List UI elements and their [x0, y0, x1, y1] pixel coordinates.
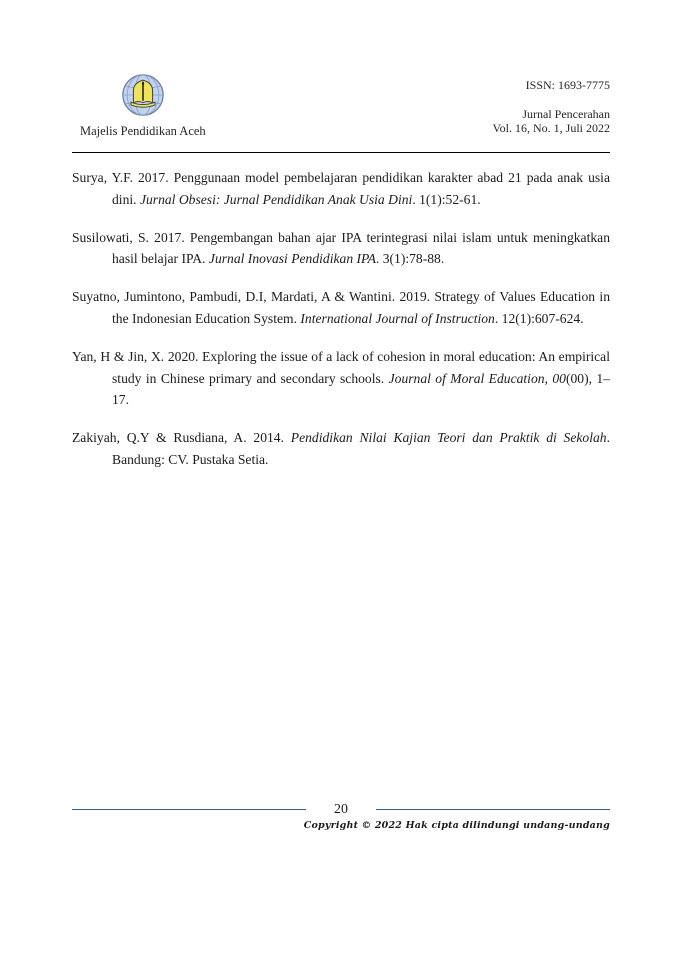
- header-divider: [72, 152, 610, 153]
- reference-entry: [72, 427, 610, 471]
- reference-text: Suyatno, Jumintono, Pambudi, D.I, Mardati, A & Wantini. 2019. Strategy of Values Education in the Indonesian Education System.: [72, 289, 610, 326]
- reference-title-italic: Jurnal Inovasi Pendidikan IPA: [208, 251, 376, 267]
- footer-divider-right: [376, 809, 610, 810]
- page-content: [72, 0, 610, 487]
- reference-text: (00), 1–17.: [112, 370, 610, 408]
- reference-text: . Bandung: CV. Pustaka Setia.: [112, 430, 610, 467]
- page-footer: [72, 801, 610, 831]
- page-header: [72, 0, 610, 139]
- reference-title-italic: International Journal of Instruction: [300, 310, 495, 326]
- reference-text: Surya, Y.F. 2017. Penggunaan model pembelajaran pendidikan karakter abad 21 pada anak usia dini.: [72, 170, 610, 207]
- reference-text: . 1(1):52-61.: [412, 191, 481, 207]
- journal-info-block: [493, 72, 610, 136]
- issn-label: ISSN: 1693-7775: [525, 78, 610, 92]
- reference-text: . 3(1):78-88.: [375, 251, 445, 267]
- reference-entry: [72, 286, 610, 330]
- reference-entry: [72, 346, 610, 411]
- publisher-name: Majelis Pendidikan Aceh: [80, 124, 206, 138]
- references-list: [72, 167, 610, 471]
- publisher-block: [80, 72, 206, 139]
- reference-text: Susilowati, S. 2017. Pengembangan bahan ajar IPA terintegrasi nilai islam untuk meningkatkan hasil belajar IPA.: [72, 229, 610, 267]
- journal-name: Jurnal Pencerahan: [522, 106, 610, 121]
- reference-entry: [72, 167, 610, 211]
- reference-text: . 12(1):607-624.: [494, 310, 584, 326]
- footer-rule-row: [72, 801, 610, 817]
- globe-open-book-logo-icon: [120, 72, 166, 118]
- page-number: 20: [334, 802, 348, 817]
- reference-title-italic: Journal of Moral Education, 00: [388, 370, 566, 386]
- volume-info: Vol. 16, No. 1, Juli 2022: [492, 121, 610, 135]
- footer-divider-left: [72, 809, 306, 810]
- reference-entry: [72, 227, 610, 271]
- reference-title-italic: Jurnal Obsesi: Jurnal Pendidikan Anak Usia Dini: [139, 191, 413, 207]
- reference-text: Yan, H & Jin, X. 2020. Exploring the issue of a lack of cohesion in moral education: An empirical study in Chinese primary and secondary schools.: [72, 348, 610, 386]
- copyright-notice: Copyright © 2022 Hak cipta dilindungi undang-undang: [303, 820, 610, 831]
- reference-text: Zakiyah, Q.Y & Rusdiana, A. 2014.: [72, 430, 291, 446]
- reference-title-italic: Pendidikan Nilai Kajian Teori dan Praktik di Sekolah: [290, 430, 607, 446]
- publisher-logo-svg: [120, 72, 166, 118]
